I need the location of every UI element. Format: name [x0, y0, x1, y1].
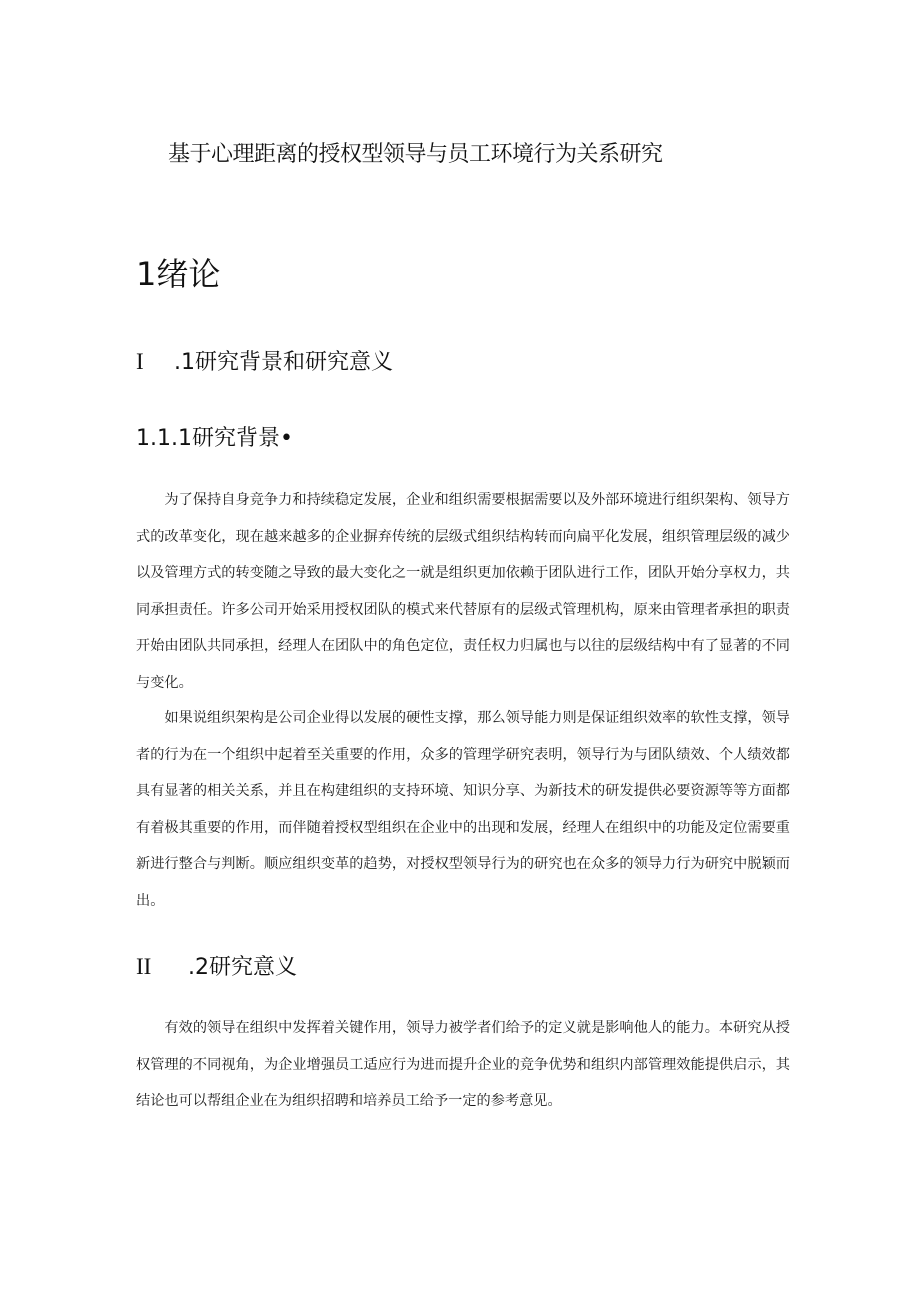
- section-prefix: I: [136, 349, 144, 374]
- chapter-heading: 1绪论: [136, 255, 221, 293]
- paragraph-significance-1: 有效的领导在组织中发挥着关键作用，领导力被学者们给予的定义就是影响他人的能力。本研究从授权管理的不同视角，为企业增强员工适应行为进而提升企业的竞争优势和组织内部管理效能提供启示，其结论也可以帮组企业在为组织招聘和培养员工给予一定的参考意见。: [136, 1020, 790, 1110]
- section-title: 研究意义: [209, 955, 298, 980]
- section-number: .2: [188, 955, 209, 980]
- paragraph-background-1: 为了保持自身竞争力和持续稳定发展，企业和组织需要根据需要以及外部环境进行组织架构、领导方式的改革变化，现在越来越多的企业摒弃传统的层级式组织结构转而向扁平化发展，组织管理层级的减少以及管理方式的转变随之导致的最大变化之一就是组织更加依赖于团队进行工作，团队开始分享权力，共同承担责任。许多公司开始采用授权团队的模式来代替原有的层级式管理机构，原来由管理者承担的职责开始由团队共同承担，经理人在团队中的角色定位，责任权力归属也与以往的层级结构中有了显著的不同与变化。: [136, 492, 790, 691]
- paragraph-background-2: 如果说组织架构是公司企业得以发展的硬性支撑，那么领导能力则是保证组织效率的软性支撑，领导者的行为在一个组织中起着至关重要的作用，众多的管理学研究表明，领导行为与团队绩效、个人绩效都具有显著的相关关系，并且在构建组织的支持环境、知识分享、为新技术的研发提供必要资源等等方面都有着极其重要的作用，而伴随着授权型组织在企业中的出现和发展，经理人在组织中的功能及定位需要重新进行整合与判断。顺应组织变革的趋势，对授权型领导行为的研究也在众多的领导力行为研究中脱颖而出。: [136, 710, 790, 909]
- section-heading-research-significance: [136, 951, 297, 984]
- section-title: 研究背景和研究意义: [195, 350, 394, 375]
- document-title: 基于心理距离的授权型领导与员工环境行为关系研究: [168, 142, 663, 167]
- subsection-heading-research-background: 1.1.1研究背景•: [136, 426, 293, 451]
- section-number: .1: [174, 350, 195, 375]
- section-prefix: II: [136, 954, 152, 979]
- section-heading-research-background-and-significance: [136, 346, 393, 379]
